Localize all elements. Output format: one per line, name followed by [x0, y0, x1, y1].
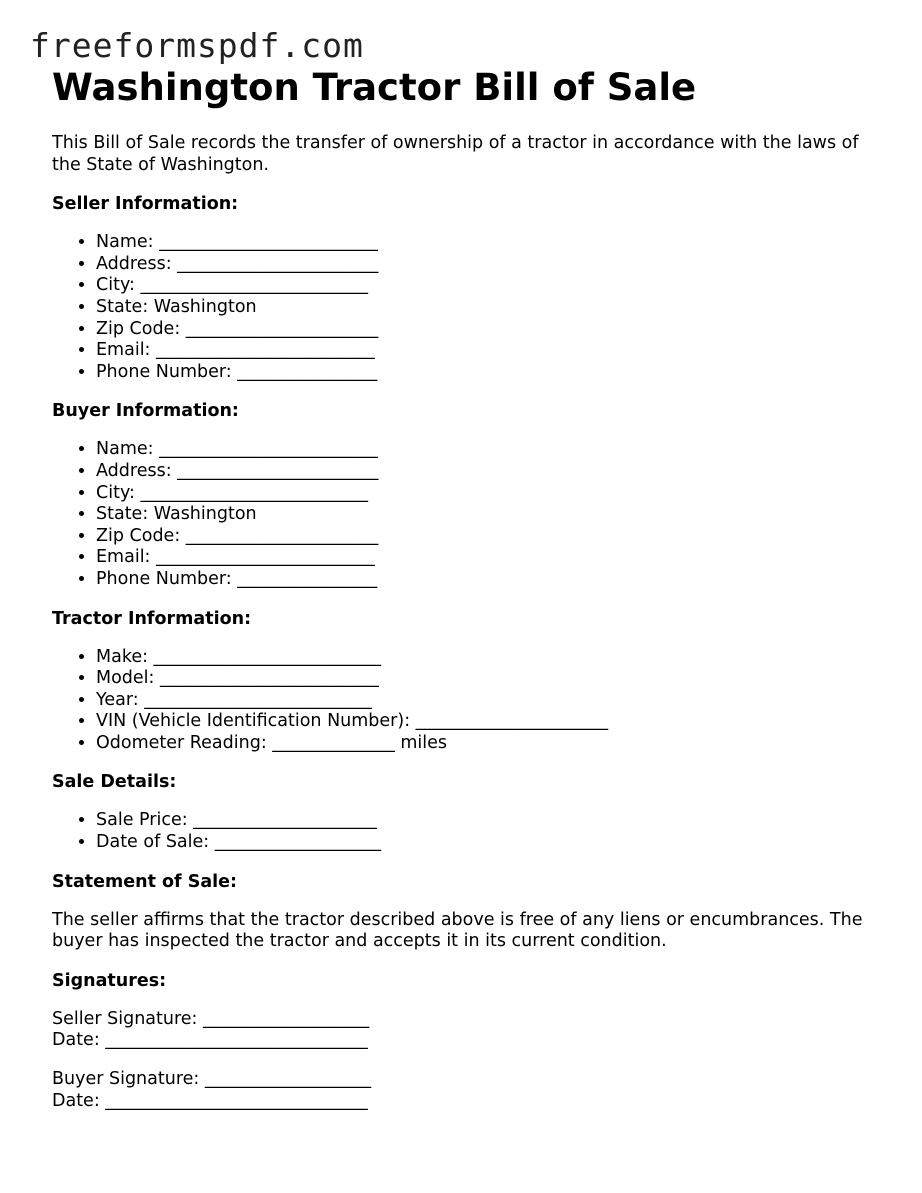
buyer-date-line: Date: ______________________________: [52, 1090, 368, 1111]
seller-state-field: • State: Washington: [96, 297, 882, 319]
buyer-signature-block: [52, 1069, 882, 1112]
buyer-name-field: • Name: _________________________: [96, 439, 882, 461]
page-title: Washington Tractor Bill of Sale: [52, 66, 697, 109]
seller-date-line: Date: ______________________________: [52, 1030, 368, 1051]
seller-name-field: • Name: _________________________: [96, 232, 882, 254]
sale-section-heading: Sale Details:: [52, 772, 177, 793]
tractor-year-field: • Year: __________________________: [96, 690, 882, 712]
tractor-vin-field: • VIN (Vehicle Identification Number): ______________________: [96, 711, 882, 733]
seller-address-field: • Address: _______________________: [96, 254, 882, 276]
buyer-signature-line: Buyer Signature: ___________________: [52, 1069, 372, 1090]
tractor-info-list: [52, 647, 882, 755]
tractor-odometer-field: • Odometer Reading: ______________ miles: [96, 733, 882, 755]
statement-section-heading: Statement of Sale:: [52, 871, 238, 892]
buyer-zip-field: • Zip Code: ______________________: [96, 526, 882, 548]
sale-details-list: [52, 810, 882, 853]
buyer-info-list: [52, 439, 882, 590]
buyer-section-heading: Buyer Information:: [52, 401, 239, 422]
watermark-logo: freeformspdf.com: [30, 26, 364, 65]
seller-phone-field: • Phone Number: ________________: [96, 362, 882, 384]
seller-signature-block: [52, 1009, 882, 1052]
statement-paragraph: The seller affirms that the tractor described above is free of any liens or encumbrances. The buyer has inspected the tractor and accepts it in its current condition.: [52, 909, 863, 952]
seller-info-list: [52, 232, 882, 383]
buyer-city-field: • City: __________________________: [96, 483, 882, 505]
buyer-state-field: • State: Washington: [96, 504, 882, 526]
seller-email-field: • Email: _________________________: [96, 340, 882, 362]
seller-section-heading: Seller Information:: [52, 194, 239, 215]
signatures-section-heading: Signatures:: [52, 970, 167, 991]
tractor-make-field: • Make: __________________________: [96, 647, 882, 669]
buyer-email-field: • Email: _________________________: [96, 547, 882, 569]
buyer-phone-field: • Phone Number: ________________: [96, 569, 882, 591]
tractor-model-field: • Model: _________________________: [96, 668, 882, 690]
buyer-address-field: • Address: _______________________: [96, 461, 882, 483]
intro-paragraph: This Bill of Sale records the transfer of ownership of a tractor in accordance with the laws of the State of Washington.: [52, 133, 859, 175]
seller-zip-field: • Zip Code: ______________________: [96, 319, 882, 341]
seller-signature-line: Seller Signature: ___________________: [52, 1008, 370, 1029]
sale-date-field: • Date of Sale: ___________________: [96, 832, 882, 854]
bill-of-sale-document: [52, 66, 882, 1112]
seller-city-field: • City: __________________________: [96, 275, 882, 297]
sale-price-field: • Sale Price: _____________________: [96, 810, 882, 832]
tractor-section-heading: Tractor Information:: [52, 608, 252, 629]
